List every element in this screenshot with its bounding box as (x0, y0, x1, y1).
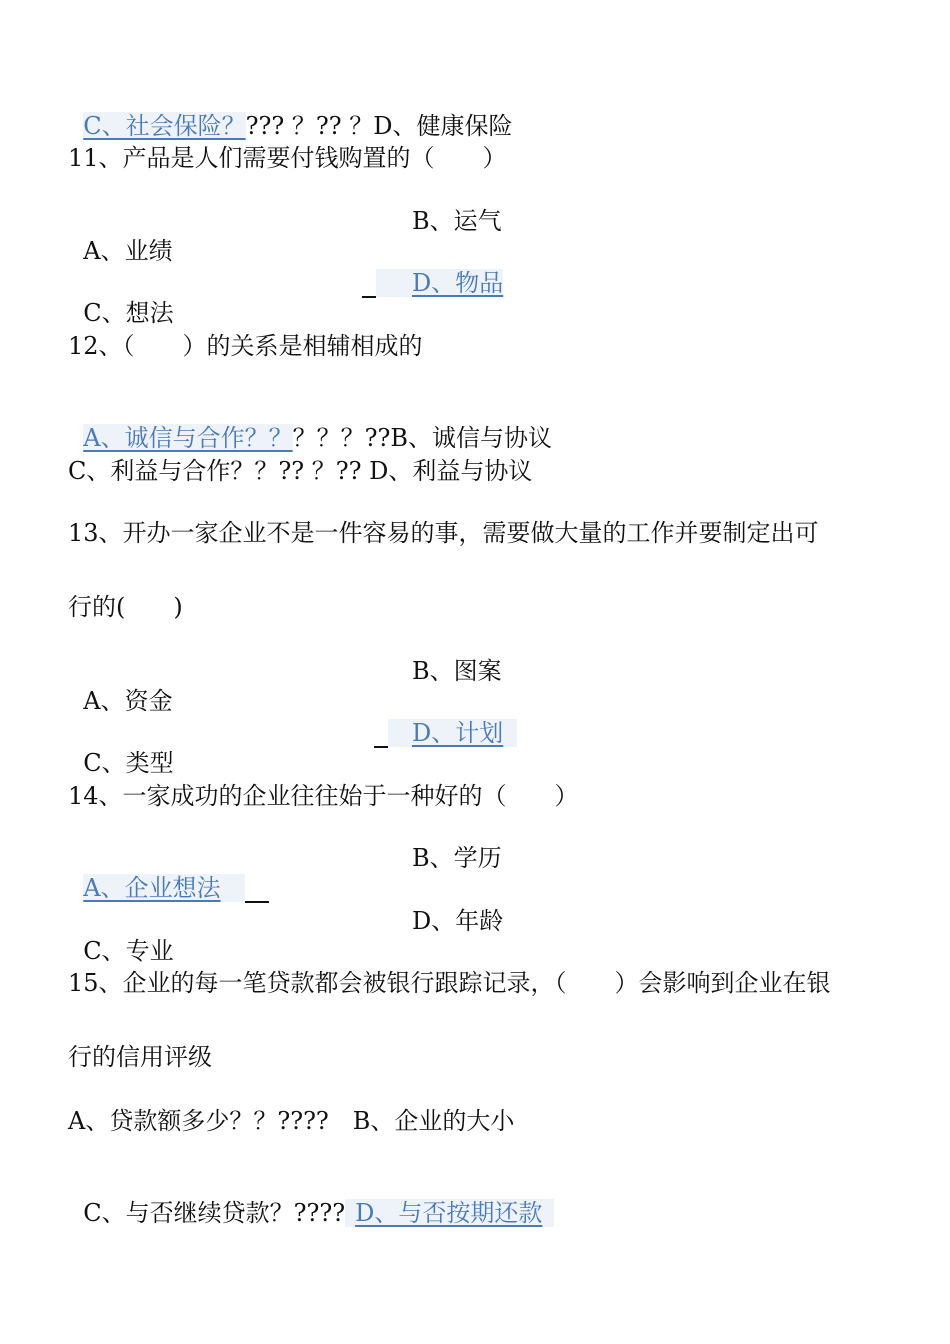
question-15-line2: 行的信用评级 (68, 1043, 212, 1071)
option-c: C、类型 (83, 749, 174, 777)
q12-options-cd: C、利益与合作？？?? ？?? D、利益与协议 (68, 457, 533, 485)
question-15-line1: 15、企业的每一笔贷款都会被银行跟踪记录，（ ）会影响到企业在银 (68, 969, 831, 997)
option-c: C、专业 (83, 937, 174, 965)
q13-options-ab (68, 656, 502, 715)
q12-options-ab (68, 393, 552, 452)
line-c-social-insurance (68, 81, 513, 140)
answer-highlight: A、诚信与合作？？ (83, 424, 293, 452)
answer-highlight: D、物品 (376, 269, 503, 297)
option-d-answer (374, 718, 517, 748)
question-11: 11、产品是人们需要付钱购置的（ ） (68, 144, 507, 172)
option-c: C、想法 (83, 299, 174, 327)
answer-highlight: D、与否按期还款 (345, 1199, 554, 1227)
q13-options-cd (68, 718, 504, 777)
question-13-line2: 行的( ) (68, 593, 183, 621)
question-14: 14、一家成功的企业往往始于一种好的（ ） (68, 782, 579, 810)
question-12: 12、（ ）的关系是相辅相成的 (68, 332, 423, 360)
q11-options-ab (68, 206, 502, 265)
question-13-line1: 13、开办一家企业不是一件容易的事，需要做大量的工作并要制定出可 (68, 519, 819, 547)
blank-underline (362, 272, 376, 298)
option-b: ？？？??B、诚信与协议 (292, 424, 552, 452)
q11-options-cd (68, 268, 504, 327)
option-d-answer (362, 268, 503, 298)
answer-highlight: C、社会保险？ (83, 112, 246, 140)
option-c: C、与否继续贷款？???? (83, 1199, 346, 1227)
answer-highlight: D、计划 (388, 719, 517, 747)
blank-underline (245, 877, 269, 903)
q14-options-ab (68, 843, 502, 902)
q15-options-ab: A、贷款额多少？？???? B、企业的大小 (68, 1107, 515, 1135)
option-b: B、运气 (412, 207, 502, 235)
blank-underline (374, 722, 388, 748)
option-b: B、图案 (412, 657, 502, 685)
answer-highlight: A、企业想法 (83, 874, 244, 902)
option-text: ??? ？?? ？D、健康保险 (245, 112, 513, 140)
option-b: B、学历 (412, 844, 502, 872)
option-a: A、资金 (83, 687, 173, 715)
option-d: D、年龄 (412, 907, 504, 935)
q14-options-cd (68, 906, 504, 965)
q15-options-cd (68, 1168, 554, 1227)
option-a: A、业绩 (83, 237, 173, 265)
